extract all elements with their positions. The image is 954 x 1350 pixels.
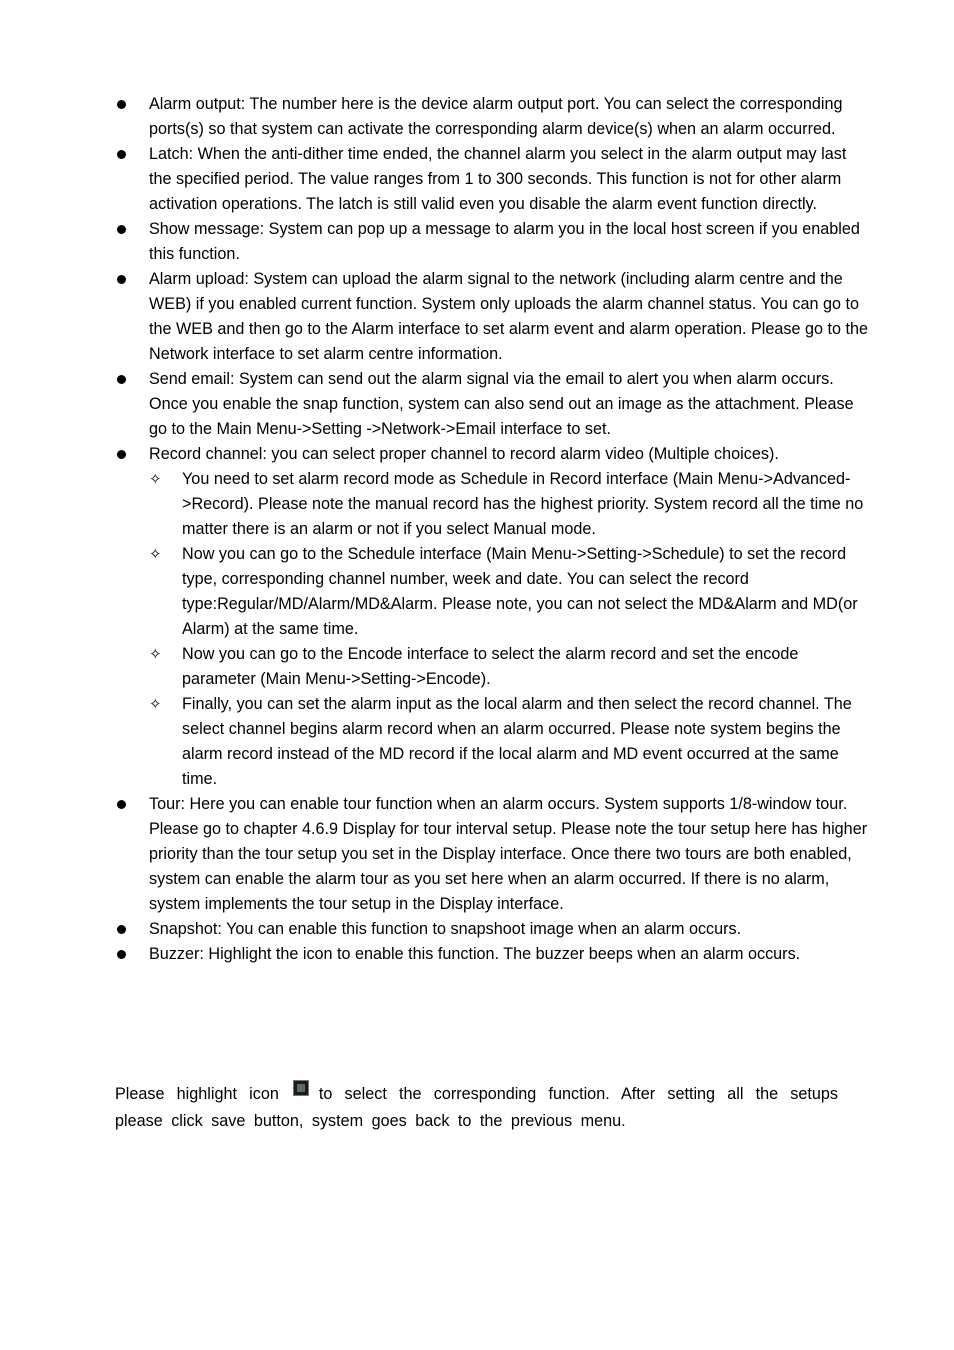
list-item-text: Alarm output: The number here is the device alarm output port. You can select the corresponding ports(s) so that system can activate the corresponding alarm device(s) when an alarm occurred.: [149, 95, 843, 138]
list-item: [115, 942, 870, 967]
closing-text-after-icon: to select the corresponding function. After setting all the setups please click save button, system goes back to the previous menu.: [115, 1085, 838, 1131]
sub-list-item: [149, 467, 870, 542]
bullet-icon: [117, 275, 126, 284]
diamond-star-icon: ✧: [149, 470, 162, 488]
closing-paragraph: [115, 1080, 838, 1135]
list-item-text: Latch: When the anti-dither time ended, the channel alarm you select in the alarm output may last the specified period. The value ranges from 1 to 300 seconds. This function is not for other alarm activation operations. The latch is still valid even you disable the alarm event function directly.: [149, 145, 847, 213]
list-item-text: Buzzer: Highlight the icon to enable this function. The buzzer beeps when an alarm occurs.: [149, 945, 801, 963]
sub-list-item-text: Now you can go to the Encode interface to select the alarm record and set the encode parameter (Main Menu->Setting->Encode).: [182, 645, 799, 688]
closing-text-before-icon: Please highlight icon: [115, 1085, 279, 1104]
list-item-text: Show message: System can pop up a message to alarm you in the local host screen if you enabled this function.: [149, 220, 860, 263]
document-body: [115, 92, 870, 967]
sub-list-item-text: You need to set alarm record mode as Schedule in Record interface (Main Menu->Advanced->Record). Please note the manual record has the highest priority. System record all the time no matter there is an alarm or not if you select Manual mode.: [182, 470, 864, 538]
list-item: [115, 442, 870, 792]
list-item-text: Alarm upload: System can upload the alarm signal to the network (including alarm centre and the WEB) if you enabled current function. System only uploads the alarm channel status. You can go to the WEB and then go to the Alarm interface to set alarm event and alarm operation. Please go to the Network interface to set alarm centre information.: [149, 270, 868, 363]
sub-list-item: [149, 642, 870, 692]
list-item-text: Send email: System can send out the alarm signal via the email to alert you when alarm occurs. Once you enable the snap function, system can also send out an image as the attachment. Please go to the Main Menu->Setting ->Network->Email interface to set.: [149, 370, 854, 438]
checkbox-icon: [293, 1080, 309, 1096]
feature-list: [115, 92, 870, 967]
bullet-icon: [117, 950, 126, 959]
diamond-star-icon: ✧: [149, 695, 162, 713]
bullet-icon: [117, 450, 126, 459]
record-sublist: [149, 467, 870, 792]
bullet-icon: [117, 150, 126, 159]
list-item-text: Record channel: you can select proper channel to record alarm video (Multiple choices).: [149, 445, 779, 463]
list-item-text: Snapshot: You can enable this function to snapshoot image when an alarm occurs.: [149, 920, 742, 938]
list-item: [115, 142, 870, 217]
list-item: [115, 217, 870, 267]
list-item: [115, 92, 870, 142]
list-item: [115, 792, 870, 917]
sub-list-item: [149, 542, 870, 642]
list-item: [115, 267, 870, 367]
diamond-star-icon: ✧: [149, 645, 162, 663]
list-item: [115, 917, 870, 942]
list-item: [115, 367, 870, 442]
list-item-text: Tour: Here you can enable tour function when an alarm occurs. System supports 1/8-window tour. Please go to chapter 4.6.9 Display for tour interval setup. Please note the tour setup here has higher priority than the tour setup you set in the Display interface. Once there two tours are both enabled, system can enable the alarm tour as you set here when an alarm occurred. If there is no alarm, system implements the tour setup in the Display interface.: [149, 795, 868, 913]
diamond-star-icon: ✧: [149, 545, 162, 563]
bullet-icon: [117, 800, 126, 809]
bullet-icon: [117, 925, 126, 934]
sub-list-item-text: Now you can go to the Schedule interface (Main Menu->Setting->Schedule) to set the record type, corresponding channel number, week and date. You can select the record type:Regular/MD/Alarm/MD&Alarm. Please note, you can not select the MD&Alarm and MD(or Alarm) at the same time.: [182, 545, 858, 638]
sub-list-item: [149, 692, 870, 792]
bullet-icon: [117, 100, 126, 109]
bullet-icon: [117, 375, 126, 384]
bullet-icon: [117, 225, 126, 234]
sub-list-item-text: Finally, you can set the alarm input as the local alarm and then select the record channel. The select channel begins alarm record when an alarm occurred. Please note system begins the alarm record instead of the MD record if the local alarm and MD event occurred at the same time.: [182, 695, 852, 788]
